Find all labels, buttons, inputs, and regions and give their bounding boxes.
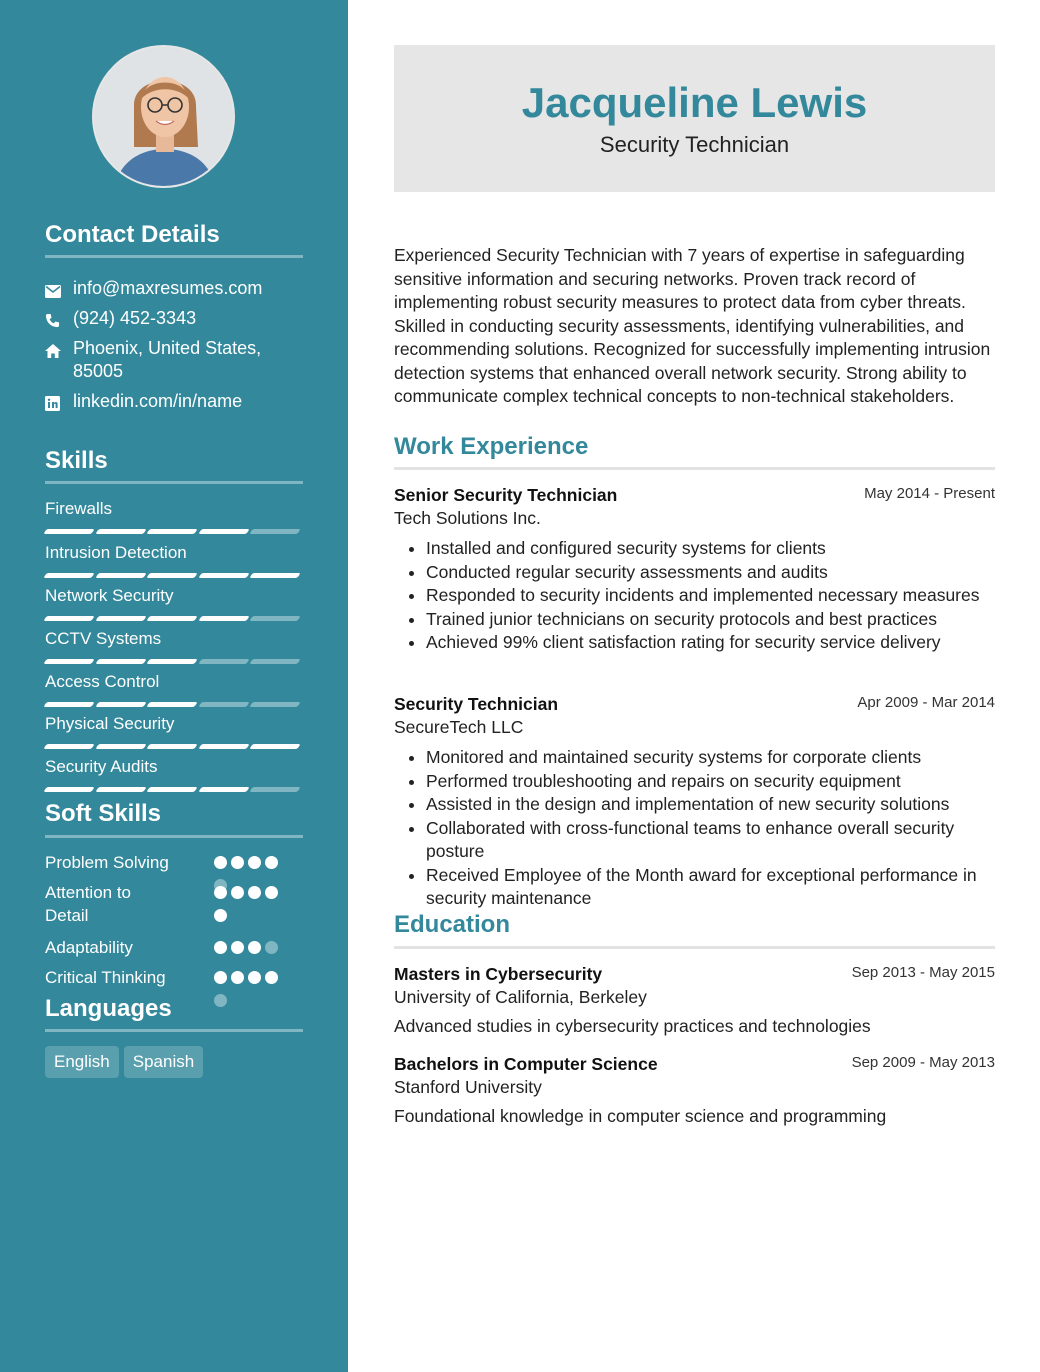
home-icon: [45, 337, 73, 383]
linkedin-text: linkedin.com/in/name: [73, 391, 243, 411]
soft-skill-name: Critical Thinking: [45, 968, 166, 987]
rating-segment: [249, 573, 301, 578]
skill-name: Network Security: [45, 586, 174, 605]
work-entry: [394, 694, 995, 911]
rating-segment: [198, 744, 250, 749]
contact-divider: [45, 255, 303, 258]
rating-segment: [146, 659, 198, 664]
skill-name: Firewalls: [45, 499, 113, 518]
rating-segment: [198, 529, 250, 534]
bullet-item: • Received Employee of the Month award for exceptional performance in security maintenance: [426, 864, 995, 911]
languages-title: Languages: [45, 995, 172, 1022]
rating-segment: [43, 573, 95, 578]
rating-segment: [249, 787, 301, 792]
language-tag: English: [45, 1046, 119, 1078]
education-entry: [394, 964, 995, 1037]
rating-segment: [198, 659, 250, 664]
rating-segment: [95, 529, 147, 534]
languages-divider: [45, 1029, 303, 1032]
school-name: Stanford University: [394, 1077, 542, 1097]
envelope-icon: [45, 277, 73, 304]
soft-skill-rating: [214, 941, 289, 964]
skill-rating-bar: [45, 702, 303, 707]
rating-segment: [43, 702, 95, 707]
soft-skill-rating: [214, 886, 289, 932]
linkedin-icon: [45, 390, 73, 417]
rating-segment: [95, 744, 147, 749]
rating-segment: [198, 616, 250, 621]
entry-header: [394, 1054, 995, 1075]
rating-segment: [43, 616, 95, 621]
rating-segment: [146, 787, 198, 792]
skill-name: Physical Security: [45, 714, 175, 733]
skills-title: Skills: [45, 447, 108, 474]
rating-dot: [214, 971, 227, 984]
skill-name: Intrusion Detection: [45, 543, 187, 562]
rating-dot: [265, 886, 278, 899]
bullet-item: • Installed and configured security systems for clients: [426, 537, 995, 561]
education-description: Foundational knowledge in computer science and programming: [394, 1106, 887, 1126]
education-entry: [394, 1054, 995, 1127]
bullet-item: • Trained junior technicians on security protocols and best practices: [426, 608, 995, 632]
bullet-item: • Collaborated with cross-functional teams to enhance overall security posture: [426, 817, 995, 864]
education-date: Sep 2009 - May 2013: [851, 1054, 995, 1071]
skill-name: Security Audits: [45, 757, 158, 776]
entry-header: [394, 964, 995, 985]
education-title: Education: [394, 911, 511, 938]
education-description: Advanced studies in cybersecurity practices and technologies: [394, 1016, 871, 1036]
person-name: Jacqueline Lewis: [521, 79, 868, 126]
work-title: Work Experience: [394, 433, 589, 460]
skill-name: CCTV Systems: [45, 629, 162, 648]
language-tag: Spanish: [124, 1046, 203, 1078]
rating-segment: [95, 702, 147, 707]
rating-segment: [95, 573, 147, 578]
email-text: info@maxresumes.com: [73, 278, 263, 298]
soft-skill-name: Adaptability: [45, 938, 133, 957]
rating-dot: [214, 886, 227, 899]
rating-dot: [214, 909, 227, 922]
profile-summary: Experienced Security Technician with 7 years of expertise in safeguarding sensitive information and securing networks. Proven track record of implementing robust security measures to protect data from cyber threats. Skilled in conducting security assessments, identifying vulnerabilities, and recommending solutions. Recognized for successfully implementing intrusion detection systems that enhanced overall network security. Strong ability to communicate complex technical concepts to non-technical stakeholders.: [394, 245, 991, 406]
job-title: Senior Security Technician: [394, 485, 618, 505]
company-name: SecureTech LLC: [394, 717, 524, 737]
degree-title: Masters in Cybersecurity: [394, 964, 603, 984]
skill-rating-bar: [45, 659, 303, 664]
rating-dot: [265, 941, 278, 954]
contact-location: [45, 337, 305, 383]
work-entry: [394, 485, 995, 655]
rating-segment: [146, 529, 198, 534]
rating-segment: [43, 787, 95, 792]
rating-segment: [146, 744, 198, 749]
bullet-item: • Achieved 99% client satisfaction rating for security service delivery: [426, 631, 995, 655]
job-title: Security Technician: [394, 694, 559, 714]
skill-rating-bar: [45, 573, 303, 578]
bullet-item: • Monitored and maintained security systems for corporate clients: [426, 746, 995, 770]
rating-segment: [43, 529, 95, 534]
rating-dot: [231, 971, 244, 984]
job-bullets: [394, 537, 995, 655]
soft-skill-name: Problem Solving: [45, 853, 169, 872]
rating-segment: [249, 659, 301, 664]
bullet-item: • Conducted regular security assessments and audits: [426, 561, 995, 585]
rating-segment: [43, 659, 95, 664]
education-divider: [394, 946, 995, 949]
soft-skill-rating: [214, 971, 289, 1017]
rating-segment: [95, 659, 147, 664]
rating-dot: [231, 941, 244, 954]
job-date: Apr 2009 - Mar 2014: [857, 694, 995, 711]
skills-divider: [45, 481, 303, 484]
rating-segment: [95, 616, 147, 621]
rating-dot: [265, 856, 278, 869]
name-header: [394, 45, 995, 192]
skill-rating-bar: [45, 616, 303, 621]
rating-dot: [248, 941, 261, 954]
soft-skills-title: Soft Skills: [45, 800, 162, 827]
rating-dot: [214, 941, 227, 954]
rating-segment: [198, 787, 250, 792]
rating-segment: [146, 573, 198, 578]
job-date: May 2014 - Present: [864, 485, 995, 502]
school-name: University of California, Berkeley: [394, 987, 647, 1007]
skill-rating-bar: [45, 529, 303, 534]
contact-phone[interactable]: [45, 307, 305, 334]
contact-linkedin[interactable]: [45, 390, 305, 417]
rating-segment: [198, 702, 250, 707]
entry-header: [394, 485, 995, 506]
rating-segment: [95, 787, 147, 792]
rating-dot: [214, 994, 227, 1007]
rating-dot: [248, 971, 261, 984]
soft-skill-name: Attention to Detail: [45, 883, 132, 925]
phone-text: (924) 452-3343: [73, 308, 197, 328]
rating-segment: [249, 702, 301, 707]
skill-rating-bar: [45, 744, 303, 749]
degree-title: Bachelors in Computer Science: [394, 1054, 658, 1074]
work-divider: [394, 467, 995, 470]
entry-header: [394, 694, 995, 715]
contact-title: Contact Details: [45, 221, 220, 248]
rating-segment: [249, 529, 301, 534]
education-date: Sep 2013 - May 2015: [851, 964, 995, 981]
sidebar: [0, 0, 348, 1372]
soft-skills-divider: [45, 835, 303, 838]
rating-dot: [265, 971, 278, 984]
contact-email[interactable]: [45, 277, 305, 304]
location-text: Phoenix, United States, 85005: [73, 338, 262, 381]
person-role: Security Technician: [599, 132, 790, 157]
phone-icon: [45, 307, 73, 334]
job-bullets: [394, 746, 995, 911]
skill-name: Access Control: [45, 672, 160, 691]
bullet-item: • Responded to security incidents and implemented necessary measures: [426, 584, 995, 608]
bullet-item: • Performed troubleshooting and repairs on security equipment: [426, 770, 995, 794]
rating-segment: [43, 744, 95, 749]
company-name: Tech Solutions Inc.: [394, 508, 541, 528]
profile-photo: [92, 45, 235, 188]
rating-dot: [248, 856, 261, 869]
languages-list: [45, 1046, 208, 1078]
rating-dot: [248, 886, 261, 899]
rating-segment: [198, 573, 250, 578]
rating-segment: [146, 702, 198, 707]
rating-segment: [146, 616, 198, 621]
rating-segment: [249, 616, 301, 621]
skill-rating-bar: [45, 787, 303, 792]
bullet-item: • Assisted in the design and implementation of new security solutions: [426, 793, 995, 817]
rating-dot: [231, 856, 244, 869]
rating-dot: [214, 856, 227, 869]
rating-dot: [231, 886, 244, 899]
rating-segment: [249, 744, 301, 749]
